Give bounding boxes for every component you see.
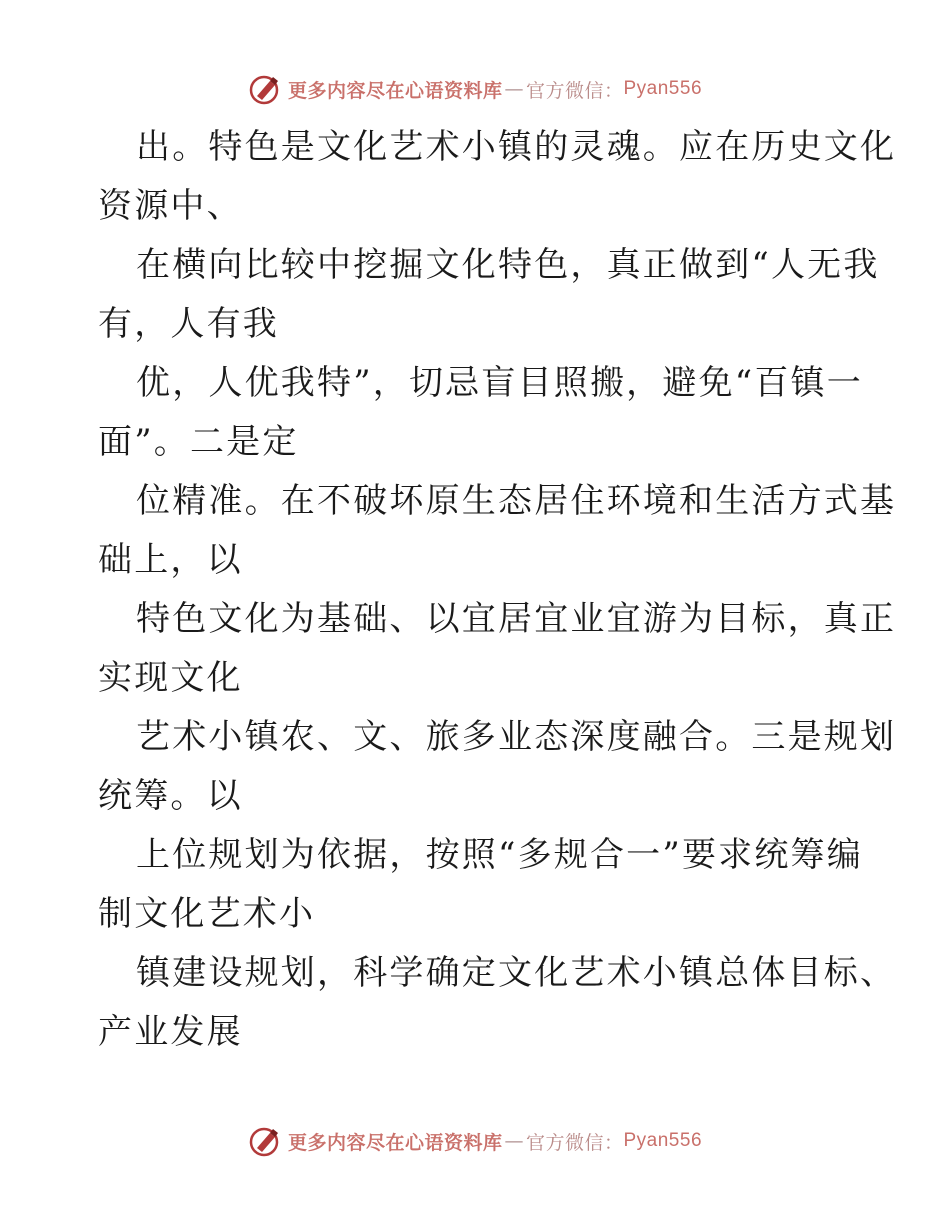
text-line: 艺术小镇农、文、旅多业态深度融合。三是规划	[136, 717, 897, 757]
header-watermark	[0, 72, 950, 106]
watermark-wechat-id: Pyan556	[623, 1130, 703, 1151]
text-line: 实现文化	[98, 658, 243, 698]
text-line: 统筹。以	[98, 776, 243, 816]
watermark-dash: —	[504, 1130, 524, 1152]
text-line: 制文化艺术小	[98, 894, 316, 934]
pen-logo-icon	[248, 72, 282, 106]
watermark-wechat-label: 官方微信：	[525, 79, 624, 102]
text-line: 位精准。在不破坏原生态居住环境和生活方式基	[136, 481, 897, 521]
text-line: 上位规划为依据，按照“多规合一”要求统筹编	[136, 835, 863, 875]
text-line: 有，人有我	[98, 304, 279, 344]
text-line: 镇建设规划，科学确定文化艺术小镇总体目标、	[136, 953, 897, 993]
watermark-title: 更多内容尽在心语资料库	[287, 1131, 503, 1154]
text-line: 出。特色是文化艺术小镇的灵魂。应在历史文化	[136, 127, 897, 167]
watermark-wechat-label: 官方微信：	[525, 1131, 624, 1154]
watermark-wechat-id: Pyan556	[623, 78, 703, 99]
text-line: 产业发展	[98, 1012, 243, 1052]
document-body	[98, 118, 897, 1062]
text-line: 特色文化为基础、以宜居宜业宜游为目标，真正	[136, 599, 897, 639]
text-line: 优，人优我特”，切忌盲目照搬，避免“百镇一	[136, 363, 863, 403]
footer-watermark	[0, 1124, 950, 1158]
watermark-dash: —	[504, 78, 524, 100]
pen-logo-icon	[248, 1124, 282, 1158]
text-line: 资源中、	[98, 186, 243, 226]
text-line: 面”。二是定	[98, 422, 299, 462]
watermark-title: 更多内容尽在心语资料库	[287, 79, 503, 102]
text-line: 在横向比较中挖掘文化特色，真正做到“人无我	[136, 245, 880, 285]
text-line: 础上，以	[98, 540, 243, 580]
